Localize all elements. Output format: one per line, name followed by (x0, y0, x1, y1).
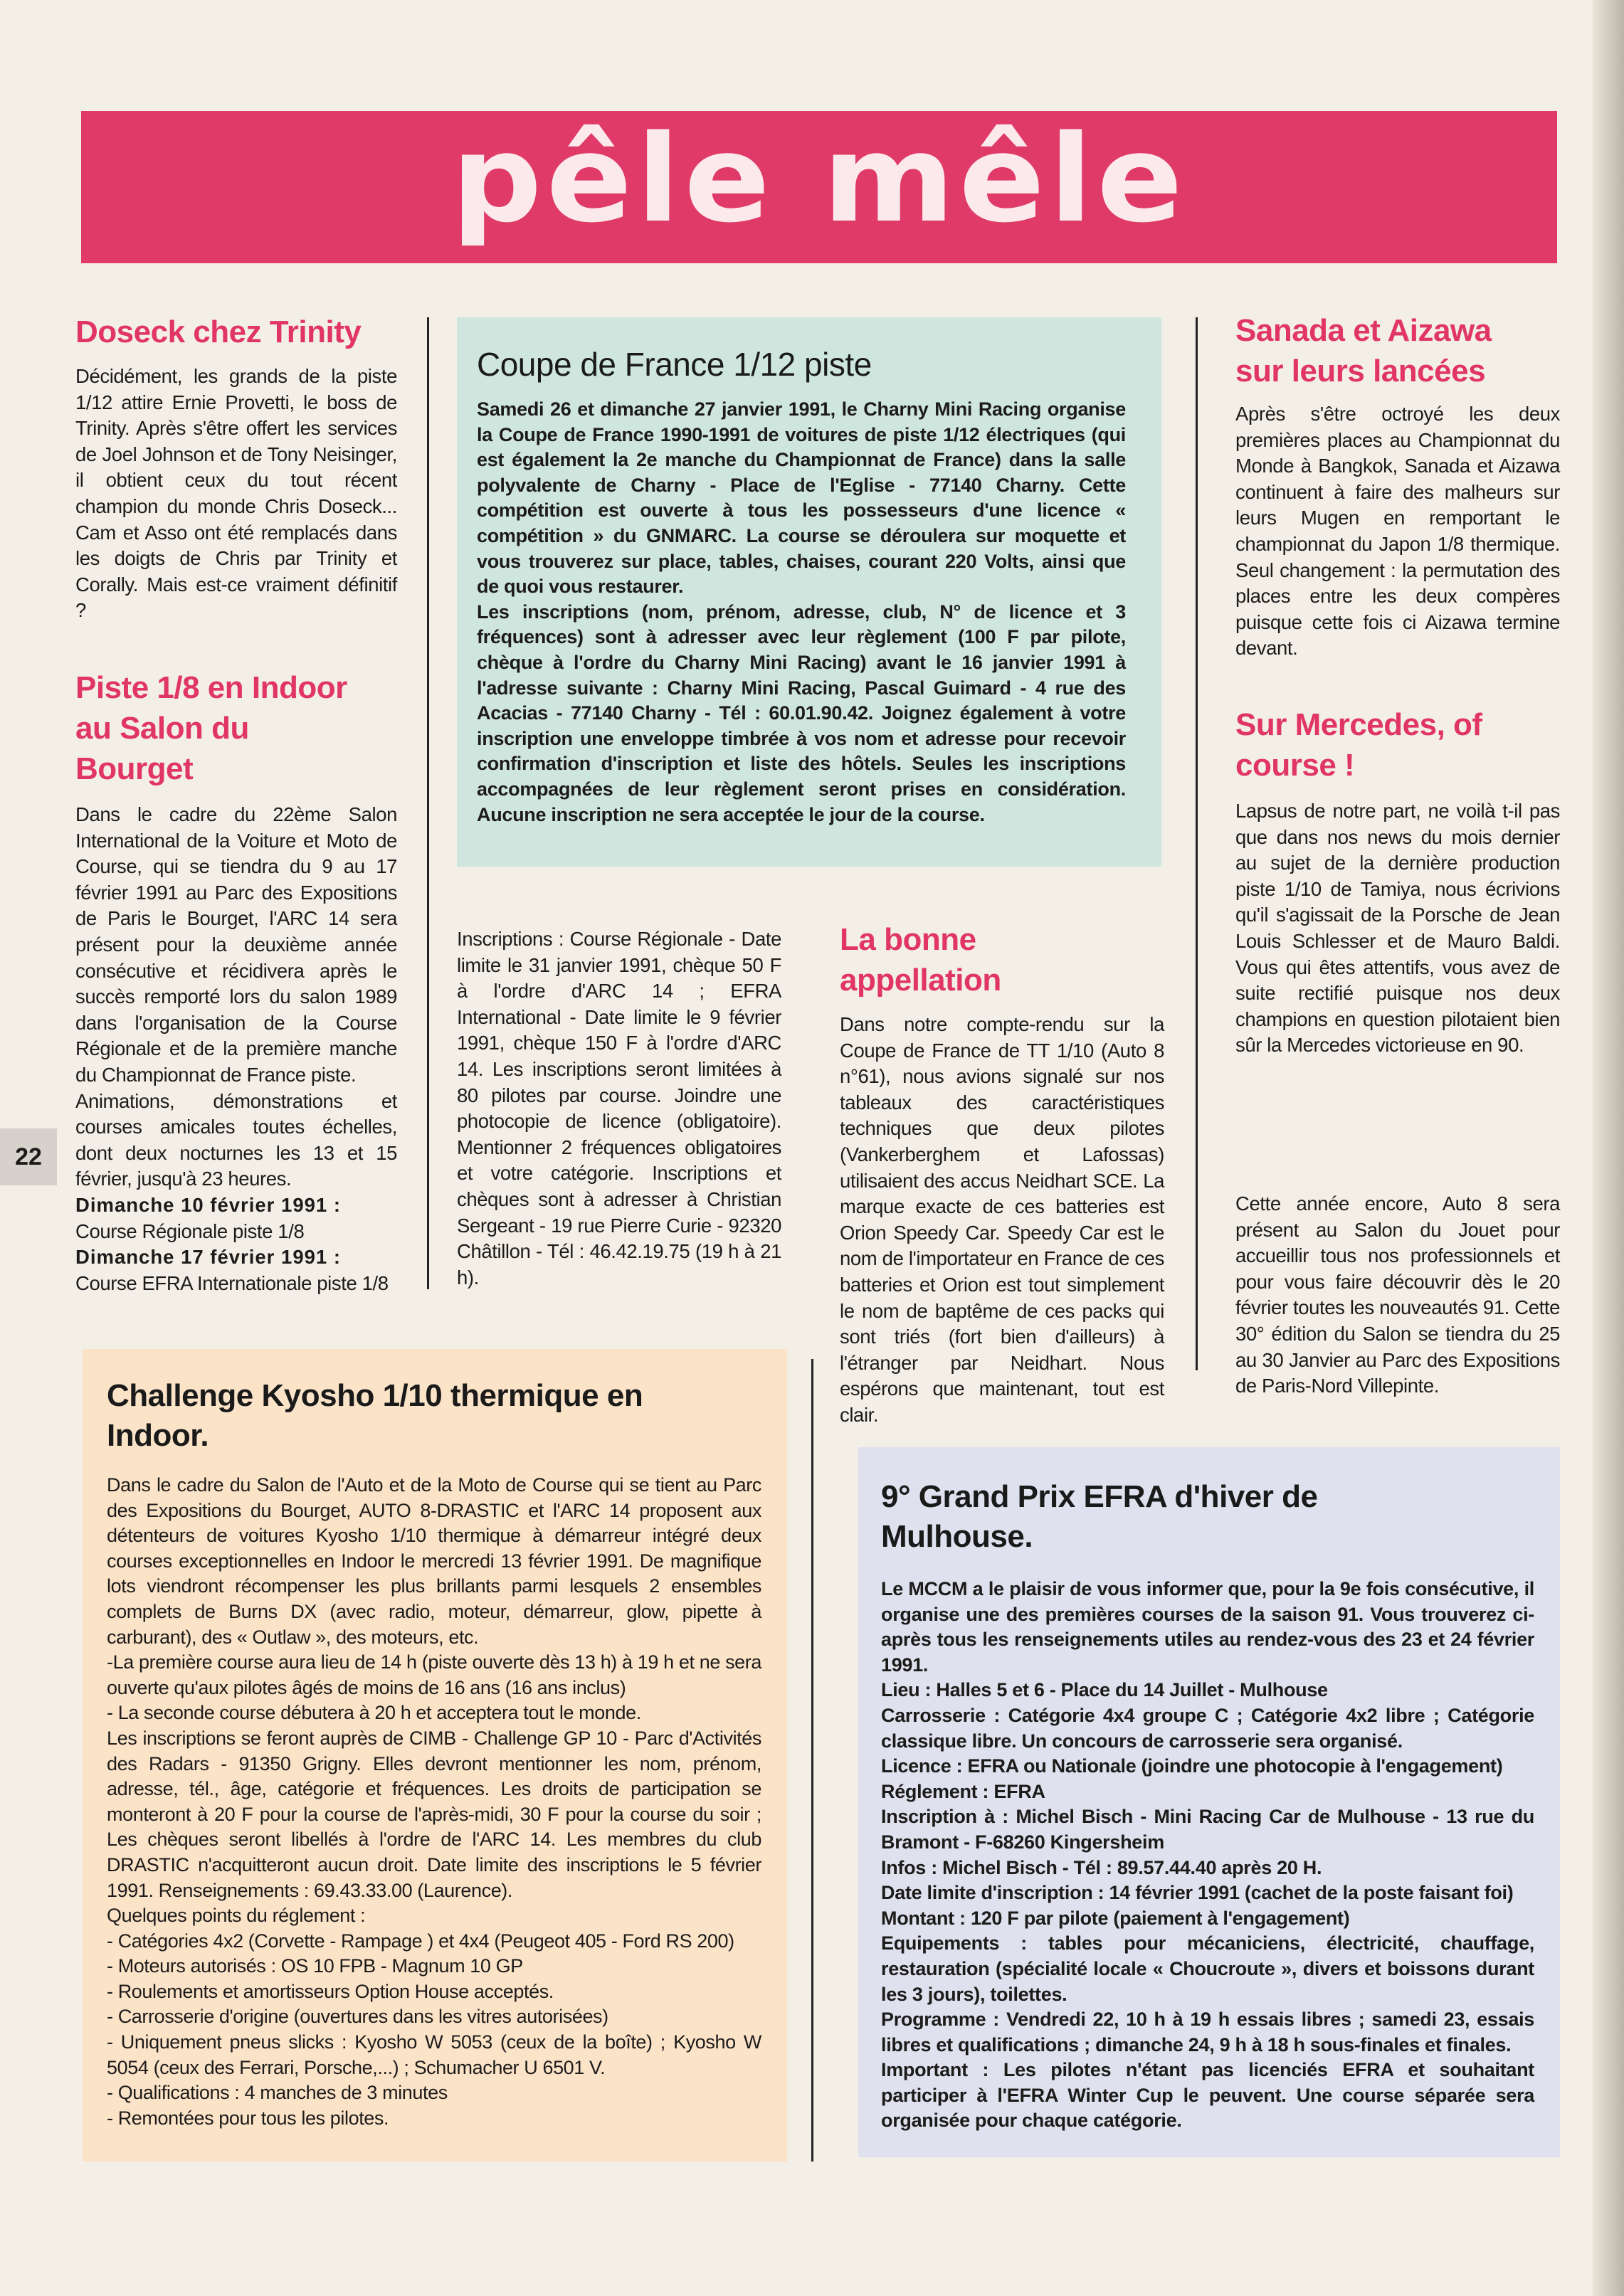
article-title-line-1: Sanada et Aizawa (1235, 313, 1492, 348)
event-date-2: Dimanche 17 février 1991 : (75, 1246, 341, 1269)
article-title-line-1: Sur Mercedes, of (1235, 707, 1482, 742)
article-inscriptions (457, 926, 781, 1291)
article-text: Inscriptions : Course Régionale - Date limite le 31 janvier 1991, chèque 50 F à l'ordre d'ARC 14 ; EFRA International - Date limite le 9 février 1991, chèque 150 F à l'ordre d'ARC 14. Les inscriptions seront limitées à 80 pilotes par course. Joindre une photocopie de licence (obligatoire). Mentionner 2 fréquences obligatoires et votre catégorie. Inscriptions et chèques sont à adresser à Christian Sergeant - 19 rue Pierre Curie - 92320 Châtillon - Tél : 46.42.19.75 (19 h à 21 h). (457, 928, 781, 1289)
info-item: Date limite d'inscription : 14 février 1991 (cachet de la poste faisant foi) (881, 1882, 1514, 1904)
section-banner (81, 111, 1557, 263)
info-item: Licence : EFRA ou Nationale (joindre une photocopie à l'engagement) (881, 1755, 1503, 1777)
page-number: 22 (0, 1128, 57, 1185)
efra-grand-prix-box (858, 1447, 1560, 2157)
info-item: Réglement : EFRA (881, 1780, 1045, 1802)
box-text-para-3: - La seconde course débutera à 20 h et acceptera tout le monde. (107, 1702, 641, 1724)
article-mercedes (1235, 704, 1560, 1059)
box-text (107, 1473, 761, 2131)
article-salon-jouet (1235, 1191, 1560, 1400)
box-text-para-4: Les inscriptions se feront auprès de CIMB - Challenge GP 10 - Parc d'Activités des Radars - 91350 Grigny. Elles devront mentionner les nom, prénom, adresse, tél., âge, catégorie et fréquences. Les droits de participation se monteront à 20 F pour la course de l'après-midi, 30 F pour la course du soir ; Les chèques seront libellés à l'ordre de l'ARC 14. Les membres du club DRASTIC n'acquitteront aucun droit. Date limite des inscriptions le 5 février 1991. Renseignements : 69.43.33.00 (Laurence). (107, 1727, 761, 1901)
info-item: Equipements : tables pour mécaniciens, électricité, chauffage, restauration (spécialité locale « Choucroute », divers et boissons durant les 3 jours), toilettes. (881, 1932, 1534, 2005)
info-item: Montant : 120 F par pilote (paiement à l'engagement) (881, 1907, 1350, 1929)
event-date-2-detail: Course EFRA Internationale piste 1/8 (75, 1271, 389, 1294)
column-divider-left (427, 317, 429, 1289)
info-item: Inscription à : Michel Bisch - Mini Racing Car de Mulhouse - 13 rue du Bramont - F-68260 Kingersheim (881, 1806, 1534, 1853)
event-date-1: Dimanche 10 février 1991 : (75, 1193, 341, 1216)
page-spine (1593, 0, 1624, 2296)
article-text: Cette année encore, Auto 8 sera présent au Salon du Jouet pour accueillir tous nos professionnels et pour vous faire découvrir dès le 20 février toutes les nouveautés 91. Cette 30° édition du Salon se tiendra du 25 au 30 Janvier au Parc des Expositions de Paris-Nord Villepinte. (1235, 1192, 1560, 1397)
article-title-line-2: au Salon du (75, 711, 249, 746)
rule-item: - Moteurs autorisés : OS 10 FPB - Magnum 10 GP (107, 1955, 523, 1977)
event-date-1-detail: Course Régionale piste 1/8 (75, 1220, 305, 1242)
box-text-para-1: Dans le cadre du Salon de l'Auto et de la Moto de Course qui se tient au Parc des Expositions du Bourget, AUTO 8-DRASTIC et l'ARC 14 proposent aux détenteurs de voitures Kyosho 1/10 thermique à démarreur intégré deux courses exceptionnelles en Indoor le mercredi 13 février 1991. De magnifique lots viendront récompenser les plus brillants parmi lesquels 2 ensembles complets de Burns DX (avec radio, moteur, démarreur, glow, pipette à carburant), des « Outlaw », des moteurs, etc. (107, 1474, 761, 1648)
article-piste-indoor (75, 667, 397, 1296)
article-text-2: Animations, démonstrations et courses amicales toutes échelles, dont deux nocturnes les 13 et 15 février, jusqu'à 23 heures. (75, 1089, 397, 1190)
box-title: Coupe de France 1/12 piste (477, 346, 872, 383)
article-text: Dans notre compte-rendu sur la Coupe de France de TT 1/10 (Auto 8 n°61), nous avions signalé sur nos tableaux des caractéristiques techniques que deux pilotes (Vankerberghem et Lafossas) utilisaient des accus Neidhart SCE. La marque exacte de ces batteries est Orion Speedy Car. Speedy Car est le nom de l'importateur en France de ces batteries et Orion est tout simplement le nom de baptême de ces packs qui sont triés (fort bien d'ailleurs) à l'étranger par Neidhart. Nous espérons que maintenant, tout est clair. (840, 1013, 1164, 1426)
article-text: Après s'être octroyé les deux premières places au Championnat du Monde à Bangkok, Sanada et Aizawa continuent à faire des malheurs sur leurs Mugen en remportant le championnat du Japon 1/8 thermique. Seul changement : la permutation des places entre les deux compères puisque cette fois ci Aizawa termine devant. (1235, 403, 1560, 660)
intro-text: Le MCCM a le plaisir de vous informer que, pour la 9e fois consécutive, il organise une des premières courses de la saison 91. Vous trouverez ci-après tous les renseignements utiles au rendez-vous des 23 et 24 février 1991. (881, 1578, 1534, 1676)
column-divider-right (1196, 317, 1198, 1370)
article-title-line-2: course ! (1235, 748, 1355, 783)
rule-item: - Roulements et amortisseurs Option House acceptés. (107, 1980, 554, 2002)
box-text-para-2: -La première course aura lieu de 14 h (piste ouverte dès 13 h) à 19 h et ne sera ouverte qu'aux pilotes âgés de moins de 16 ans (16 ans inclus) (107, 1651, 761, 1698)
rule-item: - Catégories 4x2 (Corvette - Rampage ) et 4x4 (Peugeot 405 - Ford RS 200) (107, 1930, 734, 1952)
rules-intro: Quelques points du réglement : (107, 1905, 366, 1927)
info-item: Infos : Michel Bisch - Tél : 89.57.44.40 après 20 H. (881, 1856, 1322, 1878)
column-divider-mid (811, 1359, 813, 2162)
box-title-line-1: 9° Grand Prix EFRA d'hiver de (881, 1479, 1318, 1514)
article-title-line-3: Bourget (75, 751, 194, 786)
rule-item: - Carrosserie d'origine (ouvertures dans les vitres autorisées) (107, 2006, 608, 2028)
info-item: Carrosserie : Catégorie 4x4 groupe C ; Catégorie 4x2 libre ; Catégorie classique libre. Un concours de carrosserie sera organisé. (881, 1704, 1534, 1752)
article-title: Doseck chez Trinity (75, 314, 362, 349)
box-text-para-1: Samedi 26 et dimanche 27 janvier 1991, le Charny Mini Racing organise la Coupe de France 1990-1991 de voitures de piste 1/12 électriques (qui est également la 2e manche du Championnat de France) dans la salle polyvalente de Charny - Place de l'Eglise - 77140 Charny. Cette compétition est ouverte à tous les possesseurs d'une licence « compétition » du GNMARC. La course se déroulera sur moquette et vous trouverez sur place, tables, chaises, courant 220 Volts, ainsi que de quoi vous restaurer. (477, 398, 1126, 598)
box-text-para-2: Les inscriptions (nom, prénom, adresse, club, N° de licence et 3 fréquences) sont à adresser avec leur règlement (100 F par pilote, chèque à l'ordre du Charny Mini Racing) avant le 16 janvier 1991 à l'adresse suivante : Charny Mini Racing, Pascal Guimard - 4 rue des Acacias - 77140 Charny - Tél : 60.01.90.42. Joignez également à votre inscription une enveloppe timbrée à vos nom et adresse pour recevoir confirmation d'inscription et liste des hôtels. Seules les inscriptions accompagnées de leur règlement seront prises en considération. Aucune inscription ne sera acceptée le jour de la course. (477, 601, 1126, 825)
box-title-line-2: Indoor. (107, 1418, 209, 1453)
article-title-line-1: La bonne (840, 922, 976, 957)
rule-item: - Qualifications : 4 manches de 3 minutes (107, 2082, 448, 2104)
coupe-de-france-box (457, 317, 1161, 867)
banner-title: pêle mêle (451, 109, 1187, 249)
article-title-line-2: appellation (840, 963, 1001, 998)
article-bonne-appellation (840, 919, 1164, 1429)
kyosho-challenge-box (83, 1349, 787, 2162)
rule-item: - Remontées pour tous les pilotes. (107, 2107, 389, 2129)
info-item: Lieu : Halles 5 et 6 - Place du 14 Juillet - Mulhouse (881, 1679, 1328, 1701)
article-title-line-1: Piste 1/8 en Indoor (75, 670, 347, 705)
rule-item: - Uniquement pneus slicks : Kyosho W 5053 (ceux de la boîte) ; Kyosho W 5054 (ceux des Ferrari, Porsche,...) ; Schumacher U 6501 V. (107, 2031, 761, 2078)
article-title-line-2: sur leurs lancées (1235, 354, 1486, 388)
article-text: Lapsus de notre part, ne voilà t-il pas que dans nos news du mois dernier au sujet de la dernière production piste 1/10 de Tamiya, nous écrivions qu'il s'agissait de la Porsche de Jean Louis Schlesser et de Mauro Baldi. Vous qui êtes attentifs, vous avez de suite rectifié puisque nos deux champions en question pilotaient bien sûr la Mercedes victorieuse en 90. (1235, 800, 1560, 1057)
article-sanada (1235, 310, 1560, 662)
info-item: Important : Les pilotes n'étant pas licenciés EFRA et souhaitant participer à l'EFRA Winter Cup le peuvent. Une course séparée sera organisée pour chaque catégorie. (881, 2059, 1534, 2132)
article-text: Décidément, les grands de la piste 1/12 attire Ernie Provetti, le boss de Trinity. Après s'être offert les services de Joel Johnson et de Tony Neisinger, il obtient ceux du tout récent champion du monde Chris Doseck... Cam et Asso ont été remplacés dans les doigts de Chris par Trinity et Corally. Mais est-ce vraiment définitif ? (75, 365, 397, 622)
box-text (881, 1577, 1534, 2134)
article-text: Dans le cadre du 22ème Salon International de la Voiture et Moto de Course, qui se tiendra du 9 au 17 février 1991 au Parc des Expositions de Paris le Bourget, l'ARC 14 sera présent pour la deuxième année consécutive et récidivera après le succès remporté lors du salon 1989 dans l'organisation de la Course Régionale et de la première manche du Championnat de France piste. (75, 803, 397, 1086)
article-doseck (75, 312, 397, 624)
info-item: Programme : Vendredi 22, 10 h à 19 h essais libres ; samedi 23, essais libres et qualifications ; dimanche 24, 9 h à 18 h sous-finales et finales. (881, 2009, 1534, 2056)
box-title-line-2: Mulhouse. (881, 1519, 1033, 1554)
box-title-line-1: Challenge Kyosho 1/10 thermique en (107, 1378, 643, 1413)
